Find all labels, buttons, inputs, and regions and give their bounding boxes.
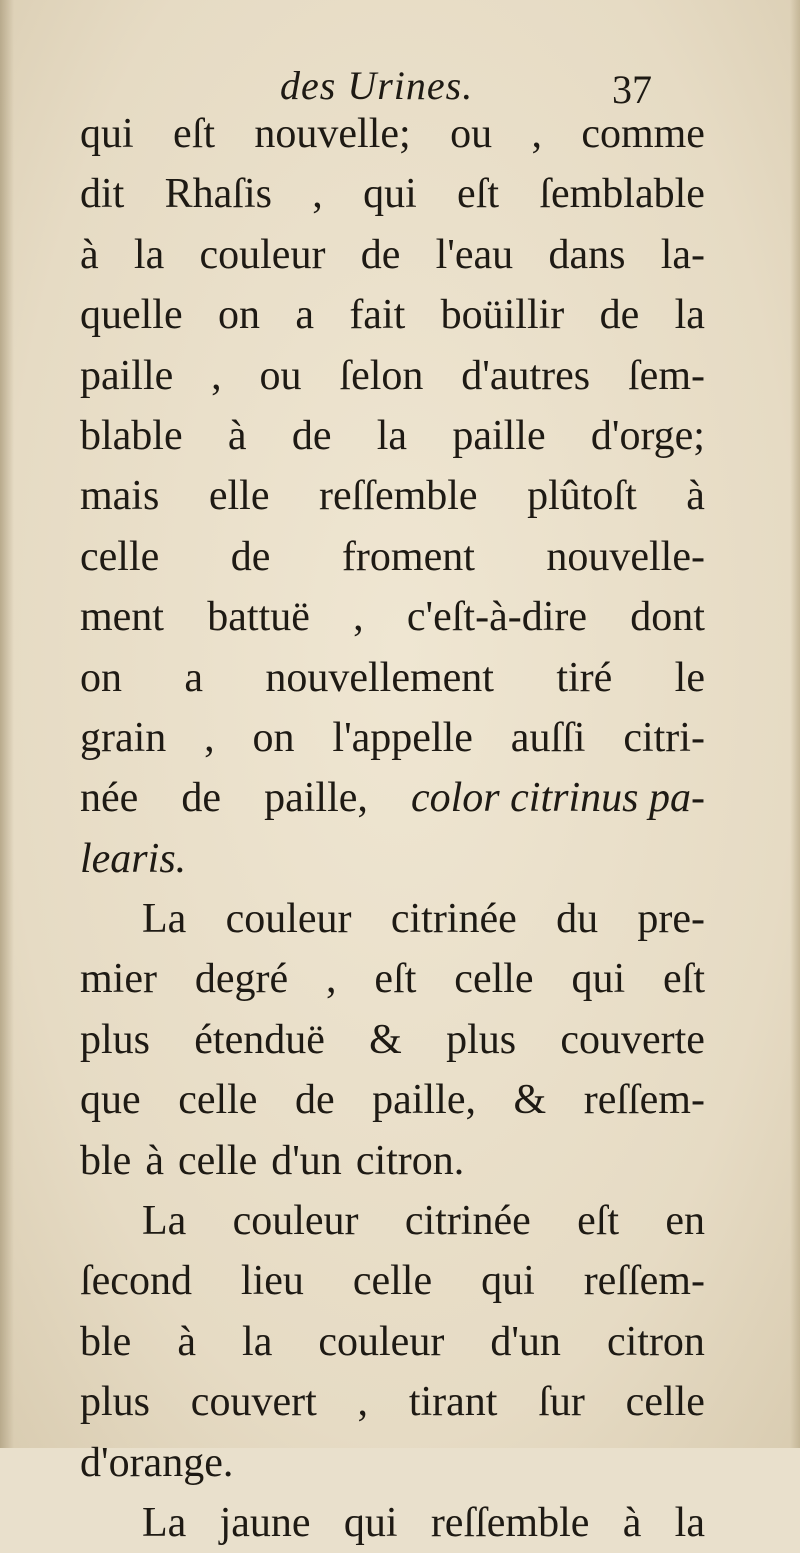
word: battuë bbox=[207, 594, 310, 641]
text-line bbox=[80, 1010, 705, 1070]
word: c'eſt-à-dire bbox=[406, 594, 588, 641]
text-line bbox=[80, 346, 705, 406]
word: celle bbox=[625, 1379, 705, 1426]
word: la bbox=[674, 292, 705, 339]
word: celle bbox=[80, 533, 160, 580]
word: plus bbox=[446, 1016, 517, 1063]
word: qui bbox=[481, 1258, 535, 1305]
word: , bbox=[326, 956, 337, 1003]
word: auſſi bbox=[510, 714, 586, 761]
word: & bbox=[513, 1077, 547, 1124]
word: plus bbox=[80, 1379, 151, 1426]
word: la bbox=[242, 1318, 273, 1365]
word: la bbox=[376, 412, 408, 459]
word: , bbox=[353, 594, 364, 641]
word: boüillir bbox=[440, 292, 565, 339]
body-text bbox=[80, 104, 705, 1553]
word: , bbox=[211, 352, 222, 399]
word: la bbox=[674, 1499, 705, 1546]
word: couleur bbox=[199, 231, 326, 278]
word: plus bbox=[80, 1016, 151, 1063]
word: citrinée bbox=[404, 1198, 531, 1245]
word: pre- bbox=[637, 896, 705, 943]
text-line bbox=[80, 829, 705, 889]
word: d'un bbox=[490, 1318, 561, 1365]
word: que bbox=[80, 1077, 141, 1124]
word: , bbox=[204, 714, 215, 761]
word: on bbox=[217, 292, 260, 339]
word: ble bbox=[80, 1318, 132, 1365]
word: eſt bbox=[173, 111, 216, 157]
word: du bbox=[556, 896, 599, 943]
word: mais bbox=[80, 473, 160, 520]
word: reſſemble bbox=[318, 473, 478, 520]
word: tiré bbox=[556, 654, 613, 701]
word: a bbox=[184, 654, 204, 701]
word: couvert bbox=[190, 1379, 317, 1426]
word: ſecond bbox=[80, 1258, 192, 1305]
word: à bbox=[177, 1318, 196, 1365]
word: tirant bbox=[408, 1379, 498, 1426]
word: fait bbox=[349, 292, 406, 339]
word: citron bbox=[606, 1318, 705, 1365]
text-line bbox=[80, 527, 705, 587]
word: qui bbox=[80, 111, 134, 157]
word: l'appelle bbox=[332, 714, 473, 761]
word: l'eau bbox=[435, 231, 514, 278]
page-number: 37 bbox=[612, 67, 652, 112]
text-line bbox=[80, 466, 705, 526]
word: de bbox=[181, 775, 222, 822]
word: qui bbox=[571, 956, 626, 1003]
text-line bbox=[80, 1251, 705, 1311]
word: citron. bbox=[355, 1137, 465, 1184]
word: couleur bbox=[232, 1198, 359, 1245]
text-line bbox=[80, 1191, 705, 1251]
word: elle bbox=[208, 473, 270, 520]
word: degré bbox=[194, 956, 289, 1003]
word: jaune bbox=[219, 1499, 311, 1546]
word: à bbox=[145, 1137, 164, 1184]
word: de bbox=[230, 533, 271, 580]
word: celle bbox=[178, 1077, 258, 1124]
word: La bbox=[142, 1499, 187, 1546]
word: lieu bbox=[240, 1258, 304, 1305]
word: on bbox=[252, 714, 295, 761]
word: le bbox=[674, 654, 705, 701]
text-line bbox=[80, 1070, 705, 1130]
text-line bbox=[80, 587, 705, 647]
word: ou bbox=[450, 111, 493, 157]
word: ſemblable bbox=[539, 171, 705, 218]
word: d'orge; bbox=[590, 412, 705, 459]
page-left-edge-shadow bbox=[0, 0, 14, 1448]
text-line bbox=[80, 768, 705, 828]
word: blable bbox=[80, 412, 183, 459]
word: & bbox=[369, 1016, 402, 1063]
word: à bbox=[80, 231, 99, 278]
text-line bbox=[80, 648, 705, 708]
text-line bbox=[80, 164, 705, 224]
word: , bbox=[531, 111, 542, 157]
word: en bbox=[665, 1198, 705, 1245]
running-title: des Urines. bbox=[280, 63, 474, 108]
word: celle bbox=[177, 1137, 258, 1184]
word: Rhaſis bbox=[164, 171, 272, 218]
word: d'un bbox=[271, 1137, 342, 1184]
text-line bbox=[80, 1493, 705, 1553]
word: paille bbox=[80, 352, 174, 399]
text-line bbox=[80, 285, 705, 345]
text-line bbox=[80, 889, 705, 949]
word: née bbox=[80, 775, 139, 822]
word: nouvelle; bbox=[254, 111, 411, 157]
word: ble bbox=[80, 1137, 132, 1184]
text-line bbox=[80, 1433, 705, 1493]
word: de bbox=[360, 231, 401, 278]
word: de bbox=[291, 412, 332, 459]
word: à bbox=[622, 1499, 642, 1546]
word: plûtoſt bbox=[527, 473, 637, 520]
word: celle bbox=[352, 1258, 433, 1305]
word: de bbox=[599, 292, 640, 339]
word: ou bbox=[259, 352, 302, 399]
word: dans bbox=[548, 231, 626, 278]
word: ment bbox=[80, 594, 164, 641]
word: couverte bbox=[560, 1016, 705, 1063]
word: ſelon bbox=[339, 352, 424, 399]
word: paille bbox=[452, 412, 546, 459]
word: d'autres bbox=[461, 352, 591, 399]
word: a bbox=[295, 292, 314, 339]
word: dont bbox=[630, 594, 705, 641]
text-line bbox=[80, 1131, 705, 1191]
word: d'orange. bbox=[80, 1439, 234, 1486]
word: dit bbox=[80, 171, 125, 218]
word: , bbox=[312, 171, 323, 218]
word: reſſemble bbox=[430, 1499, 590, 1546]
word: quelle bbox=[80, 292, 183, 339]
word: qui bbox=[363, 171, 417, 218]
word: on bbox=[80, 654, 122, 701]
word: mier bbox=[80, 956, 157, 1003]
word: , bbox=[357, 1379, 369, 1426]
word: la bbox=[133, 231, 165, 278]
page-right-edge-shadow bbox=[790, 0, 800, 1448]
word: qui bbox=[343, 1499, 398, 1546]
text-line bbox=[80, 1312, 705, 1372]
word: nouvellement bbox=[265, 654, 494, 701]
word: La bbox=[142, 896, 187, 943]
text-line bbox=[80, 406, 705, 466]
word: learis. bbox=[80, 835, 187, 882]
word: couleur bbox=[225, 896, 352, 943]
word: eſt bbox=[663, 956, 705, 1003]
word: La bbox=[142, 1198, 187, 1245]
word: citri- bbox=[623, 714, 705, 761]
word: ſem- bbox=[628, 352, 705, 399]
text-line bbox=[80, 1372, 705, 1432]
word: froment bbox=[341, 533, 475, 580]
word: citrinée bbox=[390, 896, 517, 943]
word: nouvelle- bbox=[546, 533, 705, 580]
word: eſt bbox=[457, 171, 500, 218]
word: à bbox=[686, 473, 705, 520]
word: reſſem- bbox=[583, 1077, 705, 1124]
word: eſt bbox=[577, 1198, 620, 1245]
text-line bbox=[80, 949, 705, 1009]
word: celle bbox=[454, 956, 534, 1003]
word: color citrinus pa- bbox=[410, 775, 705, 822]
word: comme bbox=[581, 111, 705, 157]
word: ſur bbox=[538, 1379, 585, 1426]
text-line bbox=[80, 708, 705, 768]
word: étenduë bbox=[194, 1016, 325, 1063]
word: la- bbox=[660, 231, 705, 278]
text-line bbox=[80, 225, 705, 285]
word: reſſem- bbox=[583, 1258, 705, 1305]
word: à bbox=[227, 412, 247, 459]
word: couleur bbox=[318, 1318, 445, 1365]
word: grain bbox=[80, 714, 167, 761]
word: de bbox=[294, 1077, 335, 1124]
word: eſt bbox=[374, 956, 417, 1003]
text-line bbox=[80, 104, 705, 164]
word: paille, bbox=[372, 1077, 476, 1124]
word: paille, bbox=[264, 775, 368, 822]
